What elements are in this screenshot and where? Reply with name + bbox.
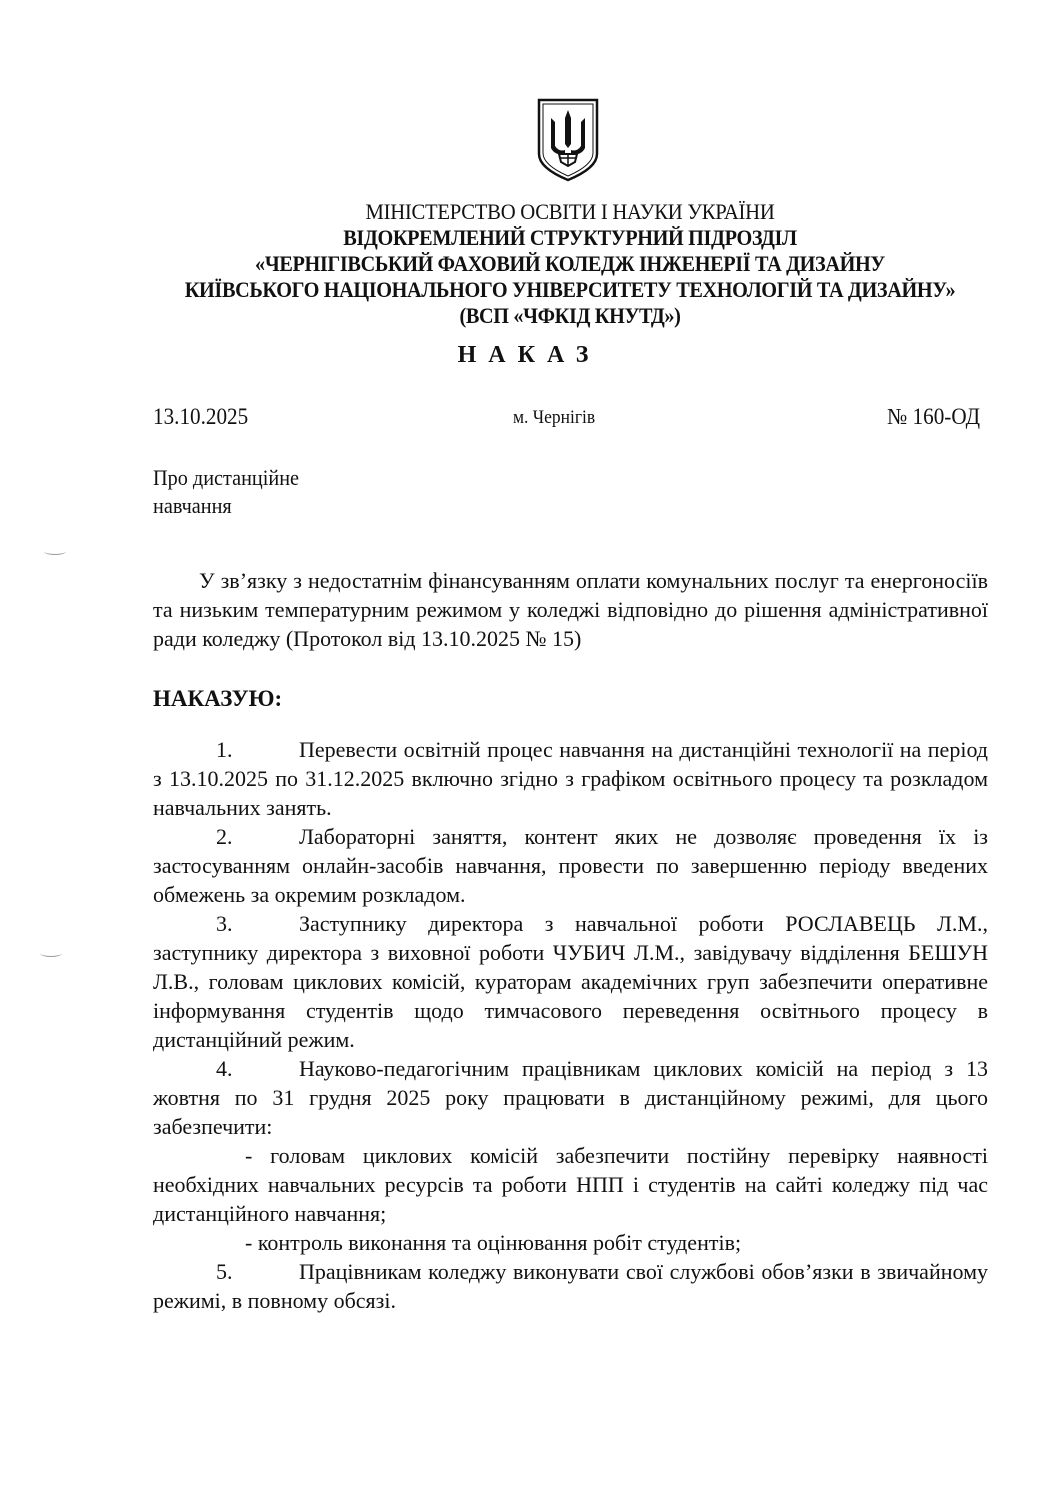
order-meta-row [153, 404, 980, 436]
item-number: 3. [216, 911, 233, 936]
subdivision-title: ВІДОКРЕМЛЕНИЙ СТРУКТУРНИЙ ПІДРОЗДІЛ [343, 225, 797, 250]
order-items-list [153, 735, 988, 1315]
item-text: Лабораторні заняття, контент яких не дозволяє проведення їх із застосуванням онлайн-засобів навчання, провести по завершенню періоду введених обмежень за окремим розкладом. [153, 824, 988, 907]
order-item [153, 1054, 988, 1141]
item-number: 4. [216, 1056, 233, 1081]
preamble-text: У зв’язку з недостатнім фінансуванням оплати комунальних послуг та енергоносіїв та низьким температурним режимом у коледжі відповідно до рішення адміністративної ради коледжу (Протокол від 13.10.2025 № 15) [153, 568, 988, 651]
item-text: Перевести освітній процес навчання на дистанційні технології на період з 13.10.2025 по 31.12.2025 включно згідно з графіком освітнього процесу та розкладом навчальних занять. [153, 737, 988, 820]
punch-hole-mark [44, 548, 66, 555]
order-item [153, 1257, 988, 1315]
order-subitem: - головам циклових комісій забезпечити постійну перевірку наявності необхідних навчальних ресурсів та роботи НПП і студентів на сайті коледжу під час дистанційного навчання; [153, 1143, 988, 1226]
order-item [153, 735, 988, 822]
item-number: 5. [216, 1259, 233, 1284]
order-number: № 160-ОД [887, 404, 980, 429]
order-city: м. Чернігів [513, 407, 596, 428]
ministry-name: МІНІСТЕРСТВО ОСВІТИ І НАУКИ УКРАЇНИ [365, 199, 775, 224]
order-subitem: - контроль виконання та оцінювання робіт студентів; [245, 1230, 742, 1255]
item-text: Заступнику директора з навчальної роботи РОСЛАВЕЦЬ Л.М., заступнику директора з виховної роботи ЧУБИЧ Л.М., завідувачу відділення БЕШУН Л.В., головам циклових комісій, кураторам академічних груп забезпечити оперативне інформування студентів щодо тимчасового переведення освітнього процесу в дистанційний режим. [153, 911, 988, 1052]
college-name-line2: КИЇВСЬКОГО НАЦІОНАЛЬНОГО УНІВЕРСИТЕТУ ТЕХНОЛОГІЙ ТА ДИЗАЙНУ» [184, 277, 956, 302]
item-number: 2. [216, 824, 233, 849]
order-item [153, 822, 988, 909]
order-item [153, 909, 988, 1054]
item-text: Працівникам коледжу виконувати свої службові обов’язки в звичайному режимі, в повному обсязі. [153, 1259, 988, 1313]
subject-line-1: Про дистанційне [153, 465, 300, 490]
subject-line-2: навчання [153, 493, 232, 518]
preamble [153, 566, 988, 653]
item-text: Науково-педагогічним працівникам циклових комісій на період з 13 жовтня по 31 грудня 2025 року працювати в дистанційному режимі, для цього забезпечити: [153, 1056, 988, 1139]
college-name-line1: «ЧЕРНІГІВСЬКИЙ ФАХОВИЙ КОЛЕДЖ ІНЖЕНЕРІЇ ТА ДИЗАЙНУ [255, 251, 885, 276]
coat-of-arms-icon [535, 96, 601, 184]
document-type-title: НАКАЗ [457, 342, 601, 368]
order-subject [153, 464, 299, 520]
order-date: 13.10.2025 [153, 404, 249, 429]
college-abbreviation: (ВСП «ЧФКІД КНУТД») [459, 303, 681, 328]
item-number: 1. [216, 737, 233, 762]
orders-heading: НАКАЗУЮ: [153, 686, 283, 711]
punch-hole-mark [40, 950, 62, 957]
